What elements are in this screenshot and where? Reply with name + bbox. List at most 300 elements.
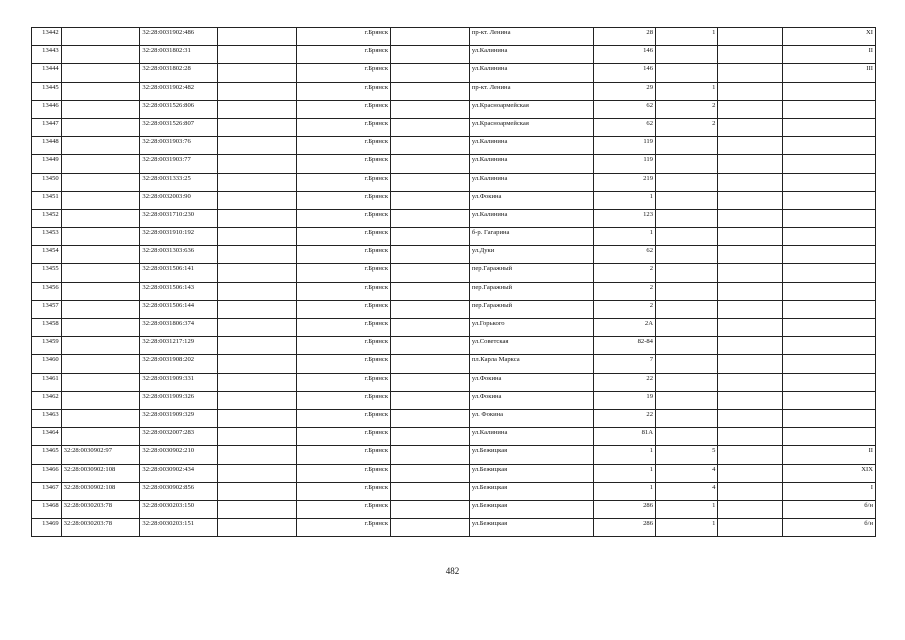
row-number-cell: 13465 (32, 446, 62, 464)
cadastral-number-cell: 32:28:0031506:144 (140, 300, 218, 318)
page-number: 482 (445, 566, 460, 576)
old-cadastral-number-cell (61, 228, 140, 246)
street-cell: ул.Фокина (469, 191, 593, 209)
empty-cell-a (218, 300, 297, 318)
house-number-cell: 146 (593, 64, 655, 82)
empty-cell-a (218, 482, 297, 500)
empty-cell-a (218, 137, 297, 155)
house-number-cell: 119 (593, 137, 655, 155)
cadastral-number-cell: 32:28:0031526:807 (140, 118, 218, 136)
cadastral-number-cell: 32:28:0031902:482 (140, 82, 218, 100)
table-row (32, 300, 876, 318)
floor-cell: 1 (655, 500, 717, 518)
street-cell: ул.Советская (469, 337, 593, 355)
empty-cell-c (718, 118, 782, 136)
city-cell: г.Брянск (296, 155, 390, 173)
premise-cell: III (782, 64, 875, 82)
city-cell: г.Брянск (296, 446, 390, 464)
old-cadastral-number-cell (61, 282, 140, 300)
old-cadastral-number-cell: 32:28:0030902:97 (61, 446, 140, 464)
street-cell: пер.Гаражный (469, 282, 593, 300)
city-cell: г.Брянск (296, 64, 390, 82)
empty-cell-c (718, 282, 782, 300)
street-cell: ул.Горького (469, 319, 593, 337)
street-cell: пр-кт. Ленина (469, 82, 593, 100)
street-cell: ул.Бежицкая (469, 446, 593, 464)
cadastral-number-cell: 32:28:0031909:326 (140, 391, 218, 409)
empty-cell-c (718, 137, 782, 155)
street-cell: ул.Калинина (469, 46, 593, 64)
empty-cell-c (718, 228, 782, 246)
table-row (32, 319, 876, 337)
empty-cell-b (391, 155, 470, 173)
floor-cell (655, 409, 717, 427)
empty-cell-c (718, 482, 782, 500)
empty-cell-a (218, 391, 297, 409)
old-cadastral-number-cell (61, 300, 140, 318)
empty-cell-b (391, 500, 470, 518)
old-cadastral-number-cell (61, 355, 140, 373)
empty-cell-a (218, 173, 297, 191)
empty-cell-a (218, 246, 297, 264)
city-cell: г.Брянск (296, 337, 390, 355)
street-cell: ул.Бежицкая (469, 519, 593, 537)
old-cadastral-number-cell (61, 28, 140, 46)
row-number-cell: 13452 (32, 209, 62, 227)
row-number-cell: 13459 (32, 337, 62, 355)
premise-cell (782, 337, 875, 355)
table-row (32, 46, 876, 64)
empty-cell-c (718, 428, 782, 446)
house-number-cell: 22 (593, 373, 655, 391)
registry-table-body (32, 28, 876, 537)
table-row (32, 28, 876, 46)
table-row (32, 209, 876, 227)
premise-cell (782, 319, 875, 337)
cadastral-number-cell: 32:28:0031909:331 (140, 373, 218, 391)
house-number-cell: 29 (593, 82, 655, 100)
row-number-cell: 13463 (32, 409, 62, 427)
empty-cell-c (718, 28, 782, 46)
premise-cell: II (782, 446, 875, 464)
house-number-cell: 286 (593, 519, 655, 537)
house-number-cell: 2А (593, 319, 655, 337)
row-number-cell: 13466 (32, 464, 62, 482)
empty-cell-b (391, 137, 470, 155)
house-number-cell: 62 (593, 246, 655, 264)
cadastral-number-cell: 32:28:0030203:150 (140, 500, 218, 518)
street-cell: ул.Красноармейская (469, 100, 593, 118)
empty-cell-c (718, 355, 782, 373)
premise-cell (782, 391, 875, 409)
empty-cell-c (718, 46, 782, 64)
house-number-cell: 1 (593, 191, 655, 209)
city-cell: г.Брянск (296, 373, 390, 391)
old-cadastral-number-cell: 32:28:0030902:108 (61, 482, 140, 500)
premise-cell (782, 300, 875, 318)
street-cell: ул.Бежицкая (469, 500, 593, 518)
empty-cell-a (218, 355, 297, 373)
registry-table (31, 27, 876, 537)
cadastral-number-cell: 32:28:0031333:25 (140, 173, 218, 191)
empty-cell-b (391, 100, 470, 118)
empty-cell-b (391, 409, 470, 427)
row-number-cell: 13456 (32, 282, 62, 300)
table-row (32, 82, 876, 100)
house-number-cell: 82-84 (593, 337, 655, 355)
floor-cell (655, 300, 717, 318)
table-row (32, 355, 876, 373)
empty-cell-b (391, 28, 470, 46)
premise-cell: XI (782, 28, 875, 46)
old-cadastral-number-cell (61, 100, 140, 118)
street-cell: ул.Калинина (469, 64, 593, 82)
house-number-cell: 1 (593, 482, 655, 500)
cadastral-number-cell: 32:28:0031802:31 (140, 46, 218, 64)
premise-cell (782, 428, 875, 446)
floor-cell (655, 173, 717, 191)
empty-cell-a (218, 519, 297, 537)
empty-cell-b (391, 282, 470, 300)
empty-cell-a (218, 446, 297, 464)
empty-cell-a (218, 82, 297, 100)
floor-cell: 2 (655, 118, 717, 136)
premise-cell: б/н (782, 500, 875, 518)
street-cell: пл.Карла Маркса (469, 355, 593, 373)
row-number-cell: 13453 (32, 228, 62, 246)
floor-cell: 1 (655, 82, 717, 100)
row-number-cell: 13442 (32, 28, 62, 46)
floor-cell (655, 282, 717, 300)
row-number-cell: 13451 (32, 191, 62, 209)
cadastral-number-cell: 32:28:0030902:434 (140, 464, 218, 482)
floor-cell (655, 64, 717, 82)
floor-cell (655, 228, 717, 246)
premise-cell: I (782, 482, 875, 500)
city-cell: г.Брянск (296, 300, 390, 318)
floor-cell (655, 337, 717, 355)
empty-cell-a (218, 464, 297, 482)
house-number-cell: 119 (593, 155, 655, 173)
premise-cell (782, 118, 875, 136)
old-cadastral-number-cell (61, 209, 140, 227)
empty-cell-c (718, 319, 782, 337)
old-cadastral-number-cell (61, 64, 140, 82)
city-cell: г.Брянск (296, 246, 390, 264)
empty-cell-a (218, 319, 297, 337)
table-row (32, 282, 876, 300)
premise-cell (782, 155, 875, 173)
floor-cell: 2 (655, 100, 717, 118)
cadastral-number-cell: 32:28:0031908:202 (140, 355, 218, 373)
floor-cell: 4 (655, 464, 717, 482)
empty-cell-b (391, 373, 470, 391)
old-cadastral-number-cell (61, 118, 140, 136)
empty-cell-a (218, 428, 297, 446)
cadastral-number-cell: 32:28:0030902:856 (140, 482, 218, 500)
empty-cell-b (391, 264, 470, 282)
premise-cell (782, 246, 875, 264)
empty-cell-b (391, 319, 470, 337)
premise-cell (782, 209, 875, 227)
row-number-cell: 13454 (32, 246, 62, 264)
city-cell: г.Брянск (296, 28, 390, 46)
table-row (32, 391, 876, 409)
floor-cell (655, 46, 717, 64)
street-cell: ул.Красноармейская (469, 118, 593, 136)
city-cell: г.Брянск (296, 282, 390, 300)
table-row (32, 155, 876, 173)
city-cell: г.Брянск (296, 173, 390, 191)
city-cell: г.Брянск (296, 100, 390, 118)
cadastral-number-cell: 32:28:0031506:143 (140, 282, 218, 300)
empty-cell-a (218, 46, 297, 64)
street-cell: ул.Дуки (469, 246, 593, 264)
street-cell: ул.Калинина (469, 137, 593, 155)
street-cell: ул. Фокина (469, 409, 593, 427)
empty-cell-c (718, 264, 782, 282)
premise-cell: II (782, 46, 875, 64)
empty-cell-a (218, 409, 297, 427)
house-number-cell: 1 (593, 228, 655, 246)
empty-cell-c (718, 173, 782, 191)
table-row (32, 446, 876, 464)
cadastral-number-cell: 32:28:0031506:141 (140, 264, 218, 282)
street-cell: ул.Калинина (469, 209, 593, 227)
old-cadastral-number-cell: 32:28:0030203:78 (61, 500, 140, 518)
old-cadastral-number-cell (61, 409, 140, 427)
empty-cell-b (391, 82, 470, 100)
floor-cell (655, 209, 717, 227)
empty-cell-b (391, 355, 470, 373)
premise-cell (782, 137, 875, 155)
old-cadastral-number-cell (61, 428, 140, 446)
old-cadastral-number-cell: 32:28:0030203:78 (61, 519, 140, 537)
table-row (32, 173, 876, 191)
cadastral-number-cell: 32:28:0031806:374 (140, 319, 218, 337)
floor-cell: 1 (655, 28, 717, 46)
city-cell: г.Брянск (296, 228, 390, 246)
house-number-cell: 123 (593, 209, 655, 227)
empty-cell-a (218, 118, 297, 136)
old-cadastral-number-cell (61, 137, 140, 155)
empty-cell-c (718, 446, 782, 464)
table-row (32, 100, 876, 118)
premise-cell (782, 82, 875, 100)
table-row (32, 373, 876, 391)
cadastral-number-cell: 32:28:0032007:283 (140, 428, 218, 446)
city-cell: г.Брянск (296, 191, 390, 209)
floor-cell: 1 (655, 519, 717, 537)
street-cell: ул.Калинина (469, 173, 593, 191)
row-number-cell: 13443 (32, 46, 62, 64)
floor-cell (655, 137, 717, 155)
cadastral-number-cell: 32:28:0031710:230 (140, 209, 218, 227)
premise-cell (782, 100, 875, 118)
premise-cell: б/н (782, 519, 875, 537)
row-number-cell: 13447 (32, 118, 62, 136)
empty-cell-b (391, 391, 470, 409)
empty-cell-c (718, 500, 782, 518)
street-cell: пер.Гаражный (469, 264, 593, 282)
row-number-cell: 13458 (32, 319, 62, 337)
empty-cell-a (218, 373, 297, 391)
cadastral-number-cell: 32:28:0030902:210 (140, 446, 218, 464)
row-number-cell: 13446 (32, 100, 62, 118)
old-cadastral-number-cell (61, 264, 140, 282)
row-number-cell: 13460 (32, 355, 62, 373)
old-cadastral-number-cell (61, 319, 140, 337)
premise-cell (782, 282, 875, 300)
floor-cell (655, 155, 717, 173)
house-number-cell: 2 (593, 282, 655, 300)
empty-cell-a (218, 209, 297, 227)
empty-cell-a (218, 64, 297, 82)
street-cell: пр-кт. Ленина (469, 28, 593, 46)
cadastral-number-cell: 32:28:0032003:90 (140, 191, 218, 209)
cadastral-number-cell: 32:28:0031903:76 (140, 137, 218, 155)
empty-cell-a (218, 282, 297, 300)
empty-cell-b (391, 209, 470, 227)
table-row (32, 482, 876, 500)
street-cell: ул.Фокина (469, 391, 593, 409)
empty-cell-b (391, 300, 470, 318)
empty-cell-b (391, 173, 470, 191)
empty-cell-c (718, 391, 782, 409)
street-cell: ул.Фокина (469, 373, 593, 391)
house-number-cell: 62 (593, 100, 655, 118)
empty-cell-b (391, 464, 470, 482)
empty-cell-c (718, 209, 782, 227)
empty-cell-b (391, 64, 470, 82)
city-cell: г.Брянск (296, 46, 390, 64)
empty-cell-c (718, 373, 782, 391)
premise-cell (782, 191, 875, 209)
city-cell: г.Брянск (296, 118, 390, 136)
street-cell: ул.Бежицкая (469, 482, 593, 500)
house-number-cell: 146 (593, 46, 655, 64)
empty-cell-a (218, 337, 297, 355)
empty-cell-c (718, 409, 782, 427)
table-row (32, 191, 876, 209)
city-cell: г.Брянск (296, 519, 390, 537)
empty-cell-c (718, 246, 782, 264)
empty-cell-c (718, 155, 782, 173)
premise-cell: XIX (782, 464, 875, 482)
row-number-cell: 13468 (32, 500, 62, 518)
house-number-cell: 22 (593, 409, 655, 427)
street-cell: ул.Калинина (469, 155, 593, 173)
empty-cell-a (218, 264, 297, 282)
table-row (32, 246, 876, 264)
old-cadastral-number-cell (61, 191, 140, 209)
house-number-cell: 1 (593, 464, 655, 482)
city-cell: г.Брянск (296, 355, 390, 373)
empty-cell-c (718, 300, 782, 318)
city-cell: г.Брянск (296, 209, 390, 227)
row-number-cell: 13450 (32, 173, 62, 191)
empty-cell-b (391, 191, 470, 209)
house-number-cell: 2 (593, 300, 655, 318)
cadastral-number-cell: 32:28:0031903:77 (140, 155, 218, 173)
row-number-cell: 13464 (32, 428, 62, 446)
row-number-cell: 13469 (32, 519, 62, 537)
premise-cell (782, 373, 875, 391)
city-cell: г.Брянск (296, 409, 390, 427)
floor-cell (655, 264, 717, 282)
old-cadastral-number-cell (61, 391, 140, 409)
row-number-cell: 13467 (32, 482, 62, 500)
empty-cell-a (218, 100, 297, 118)
row-number-cell: 13462 (32, 391, 62, 409)
empty-cell-b (391, 519, 470, 537)
empty-cell-b (391, 246, 470, 264)
old-cadastral-number-cell (61, 82, 140, 100)
empty-cell-b (391, 228, 470, 246)
house-number-cell: 19 (593, 391, 655, 409)
street-cell: б-р. Гагарина (469, 228, 593, 246)
premise-cell (782, 409, 875, 427)
house-number-cell: 7 (593, 355, 655, 373)
empty-cell-c (718, 191, 782, 209)
city-cell: г.Брянск (296, 137, 390, 155)
empty-cell-b (391, 446, 470, 464)
empty-cell-a (218, 191, 297, 209)
old-cadastral-number-cell (61, 373, 140, 391)
old-cadastral-number-cell: 32:28:0030902:108 (61, 464, 140, 482)
empty-cell-c (718, 337, 782, 355)
city-cell: г.Брянск (296, 82, 390, 100)
premise-cell (782, 264, 875, 282)
old-cadastral-number-cell (61, 155, 140, 173)
table-row (32, 428, 876, 446)
row-number-cell: 13455 (32, 264, 62, 282)
table-row (32, 264, 876, 282)
premise-cell (782, 173, 875, 191)
floor-cell (655, 355, 717, 373)
city-cell: г.Брянск (296, 264, 390, 282)
old-cadastral-number-cell (61, 173, 140, 191)
old-cadastral-number-cell (61, 337, 140, 355)
premise-cell (782, 228, 875, 246)
table-row (32, 64, 876, 82)
empty-cell-c (718, 100, 782, 118)
row-number-cell: 13445 (32, 82, 62, 100)
floor-cell (655, 191, 717, 209)
city-cell: г.Брянск (296, 500, 390, 518)
cadastral-number-cell: 32:28:0031217:129 (140, 337, 218, 355)
floor-cell (655, 246, 717, 264)
house-number-cell: 62 (593, 118, 655, 136)
empty-cell-b (391, 46, 470, 64)
empty-cell-b (391, 337, 470, 355)
house-number-cell: 1 (593, 446, 655, 464)
empty-cell-c (718, 82, 782, 100)
empty-cell-a (218, 500, 297, 518)
premise-cell (782, 355, 875, 373)
empty-cell-c (718, 464, 782, 482)
city-cell: г.Брянск (296, 319, 390, 337)
table-row (32, 519, 876, 537)
city-cell: г.Брянск (296, 428, 390, 446)
house-number-cell: 286 (593, 500, 655, 518)
house-number-cell: 2 (593, 264, 655, 282)
cadastral-number-cell: 32:28:0031526:806 (140, 100, 218, 118)
floor-cell: 4 (655, 482, 717, 500)
floor-cell (655, 373, 717, 391)
table-row (32, 464, 876, 482)
table-row (32, 500, 876, 518)
